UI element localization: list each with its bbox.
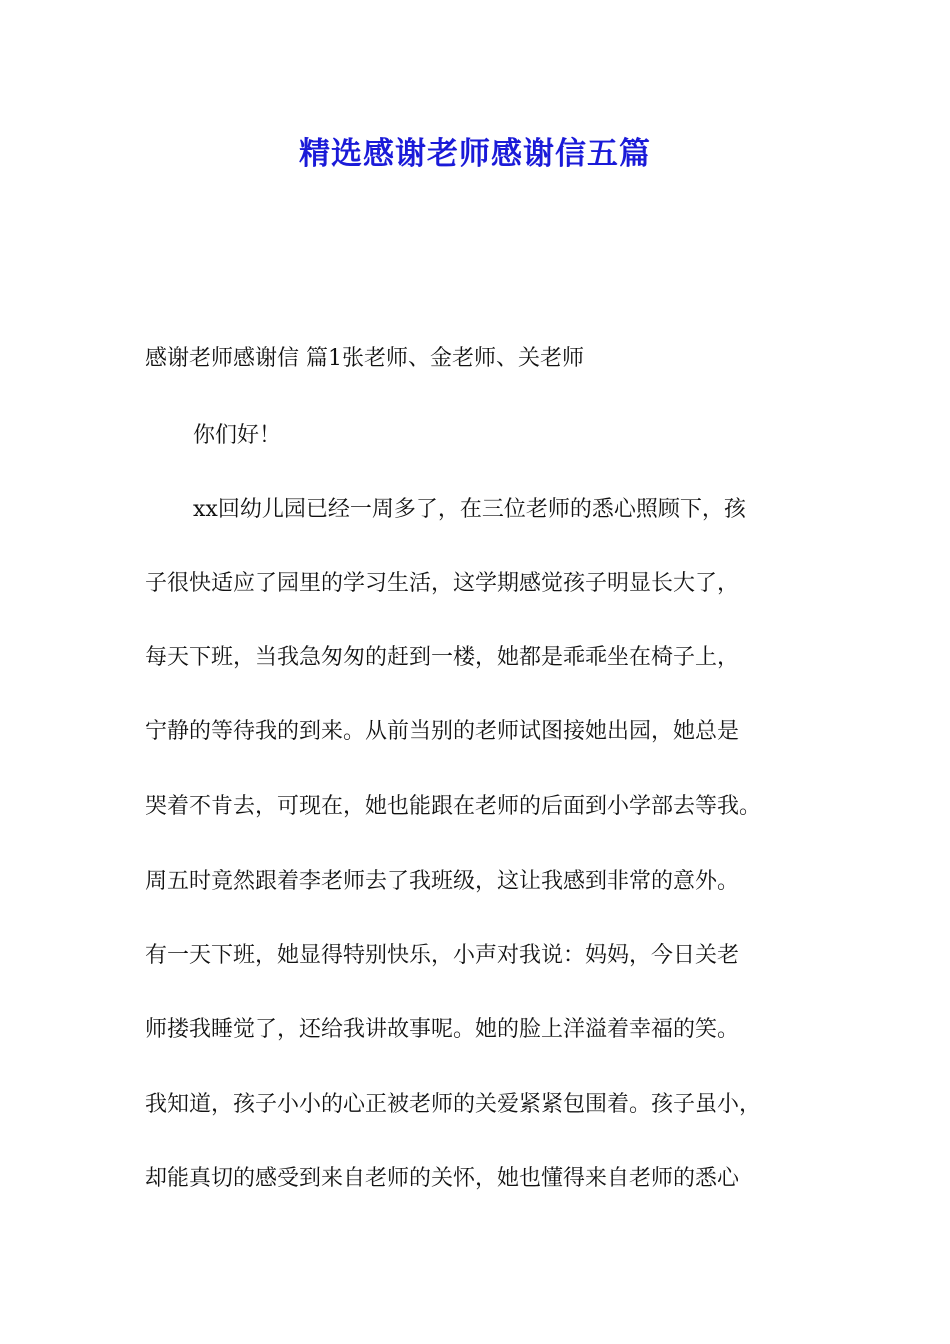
body-line: 子很快适应了园里的学习生活，这学期感觉孩子明显长大了， [145, 571, 740, 596]
body-line: 有一天下班，她显得特别快乐，小声对我说：妈妈，今日关老 [145, 943, 740, 968]
body-line: 我知道，孩子小小的心正被老师的关爱紧紧包围着。孩子虽小， [145, 1092, 762, 1117]
body-line: 宁静的等待我的到来。从前当别的老师试图接她出园，她总是 [145, 719, 740, 744]
body-line: 师搂我睡觉了，还给我讲故事呢。她的脸上洋溢着幸福的笑。 [145, 1017, 740, 1042]
body-line: 却能真切的感受到来自老师的关怀，她也懂得来自老师的悉心 [145, 1166, 740, 1191]
body-line: 每天下班，当我急匆匆的赶到一楼，她都是乖乖坐在椅子上， [145, 645, 740, 670]
greeting-line: 你们好！ [193, 423, 282, 448]
body-line: 哭着不肯去，可现在，她也能跟在老师的后面到小学部去等我。 [145, 794, 762, 819]
document-title: 精选感谢老师感谢信五篇 [299, 136, 651, 172]
letter-heading: 感谢老师感谢信 篇1张老师、金老师、关老师 [145, 346, 584, 371]
body-line: 周五时竟然跟着李老师去了我班级，这让我感到非常的意外。 [145, 869, 740, 894]
body-line: xx回幼儿园已经一周多了，在三位老师的悉心照顾下，孩 [193, 497, 746, 522]
